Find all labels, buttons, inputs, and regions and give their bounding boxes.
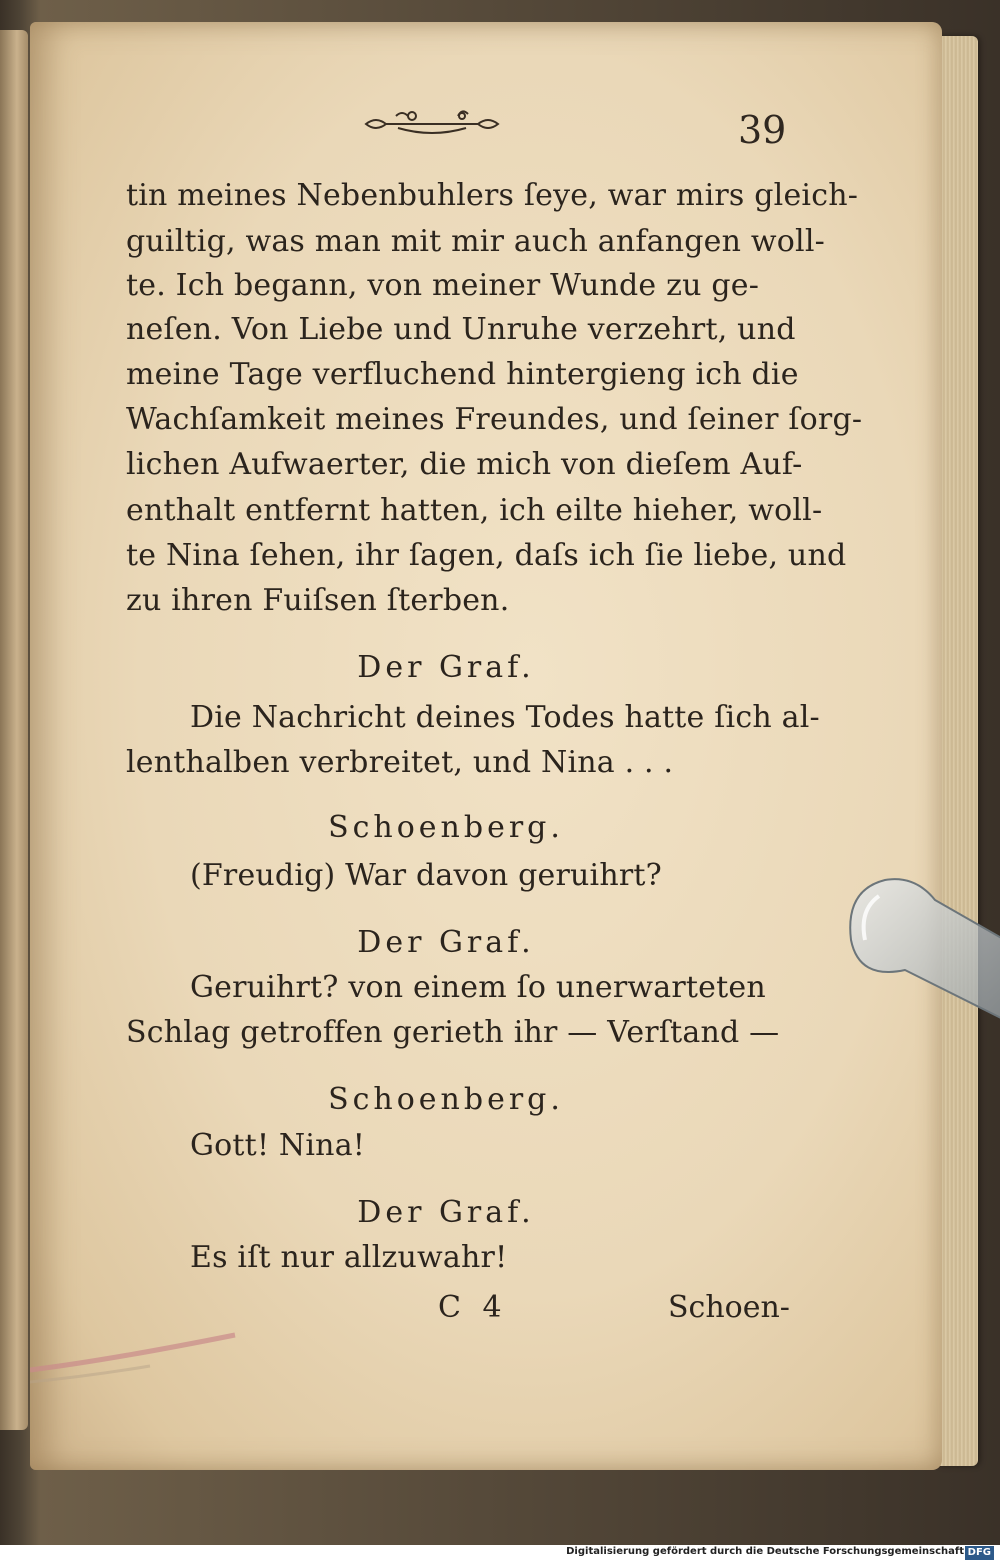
speaker-name: Schoenberg. xyxy=(328,1082,564,1117)
speaker-name: Der Graf. xyxy=(357,1195,535,1230)
clip-holder-icon xyxy=(845,870,1000,1020)
text-line: Gott! Nina! xyxy=(190,1128,366,1163)
text-line: Es iſt nur allzuwahr! xyxy=(190,1240,508,1275)
text-line: lenthalben verbreitet, und Nina . . . xyxy=(126,745,674,780)
text-line: tin meines Nebenbuhlers ſeye, war mirs gleich- xyxy=(126,178,859,213)
text-line: te Nina ſehen, ihr ſagen, daſs ich ſie liebe, und xyxy=(126,538,847,573)
credit-text: Digitalisierung gefördert durch die Deutsche Forschungsgemeinschaft xyxy=(566,1546,964,1557)
text-line: zu ihren Fuiſsen ſterben. xyxy=(126,583,510,618)
text-line: enthalt entfernt hatten, ich eilte hieher, woll- xyxy=(126,493,823,528)
text-line: te. Ich begann, von meiner Wunde zu ge- xyxy=(126,268,760,303)
stain-mark xyxy=(30,1330,240,1390)
text-line: Die Nachricht deines Todes hatte ſich al- xyxy=(190,700,820,735)
text-line: meine Tage verfluchend hintergieng ich die xyxy=(126,357,799,392)
speaker-name: Der Graf. xyxy=(357,925,535,960)
page-number: 39 xyxy=(738,108,787,152)
text-line: neſen. Von Liebe und Unruhe verzehrt, und xyxy=(126,312,796,347)
text-line: Wachſamkeit meines Freundes, und ſeiner ſorg- xyxy=(126,402,863,437)
text-line: guiltig, was man mit mir auch anfangen woll- xyxy=(126,224,825,259)
text-line: (Freudig) War davon geruihrt? xyxy=(190,858,662,893)
text-line: Geruihrt? von einem ſo unerwarteten xyxy=(190,970,766,1005)
text-line: lichen Aufwaerter, die mich von dieſem Auf- xyxy=(126,447,803,482)
speaker-name: Schoenberg. xyxy=(328,810,564,845)
page-stack-edge xyxy=(938,36,978,1466)
signature-mark: C 4 xyxy=(438,1290,508,1325)
left-page-edge xyxy=(0,30,28,1430)
dfg-logo: DFG xyxy=(965,1546,994,1560)
text-line: Schlag getroffen gerieth ihr — Verſtand — xyxy=(126,1015,780,1050)
ornament-vignette-icon xyxy=(362,104,502,140)
speaker-name: Der Graf. xyxy=(357,650,535,685)
catchword: Schoen- xyxy=(668,1290,790,1325)
